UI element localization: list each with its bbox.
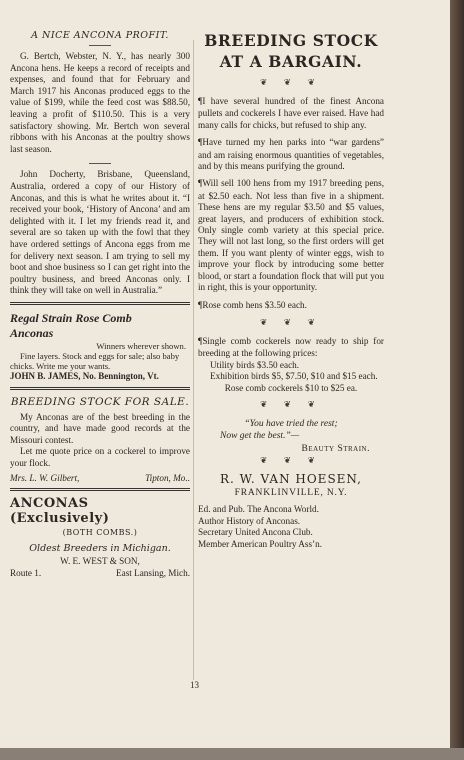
- regal-signature: JOHN B. JAMES, No. Bennington, Vt.: [10, 371, 159, 382]
- regal-description: Fine layers. Stock and eggs for sale; also baby chicks. Write me your wants.: [10, 351, 180, 372]
- credit-3: Secretary United Ancona Club.: [198, 527, 313, 538]
- strain-name: Beauty Strain.: [301, 443, 370, 454]
- bargain-para-5: ¶Single comb cockerels now ready to ship for breeding at the following prices:: [198, 335, 384, 359]
- bargain-para-2: ¶Have turned my hen parks into “war gardens” and am raising enormous quantities of vegetables, and by this means purifying the ground.: [198, 137, 384, 172]
- exclusive-firm: W. E. WEST & SON,: [60, 555, 140, 566]
- slogan-line1: “You have tried the rest;: [244, 418, 338, 429]
- exclusive-route: Route 1.: [10, 568, 42, 579]
- regal-title: Regal Strain Rose Comb: [10, 310, 132, 325]
- pilcrow-icon: ¶: [198, 336, 203, 347]
- price-list: [210, 360, 384, 383]
- bargain-para-1: ¶I have several hundred of the finest Ancona pullets and cockerels I have ever raised. Have had many calls for chicks, but refused to ship any.: [198, 96, 384, 130]
- regal-winners: Winners wherever shown.: [96, 340, 186, 351]
- column-divider: [193, 40, 194, 680]
- breeder-town: FRANKLINVILLE, N.Y.: [234, 487, 348, 498]
- breeder-town: Tipton, Mo..: [145, 472, 190, 483]
- short-rule: [89, 163, 111, 164]
- exclusive-subtitle: (BOTH COMBS.): [62, 527, 138, 537]
- pilcrow-icon: ¶: [198, 179, 203, 190]
- book-edge: [450, 0, 464, 760]
- slogan-line2: Now get the best.”—: [220, 430, 300, 441]
- profit-paragraph: G. Bertch, Webster, N. Y., has nearly 300 Ancona hens. He keeps a record of receipts and expenses, and found that for February and March 1917 his Anconas produced eggs to the value of $199, while the feed cost was $88.50, leaving a profit of $110.50. This is a very satisfactory showing. Mr. Bertch won several ribbons with his Anconas at the poultry shows last season.: [10, 51, 190, 154]
- section-divider: [10, 488, 190, 491]
- ornament: ❦ ❦ ❦: [260, 399, 322, 410]
- section-divider: [10, 387, 190, 390]
- page-number: 13: [190, 680, 199, 690]
- exclusive-town: East Lansing, Mich.: [116, 568, 190, 579]
- breeding-sale-para2: Let me quote price on a cockerel to improve your flock.: [10, 446, 190, 469]
- pilcrow-icon: ¶: [198, 300, 203, 311]
- breeder-name: Mrs. L. W. Gilbert,: [10, 472, 80, 483]
- exclusive-oldest: Oldest Breeders in Michigan.: [29, 542, 171, 554]
- ornament: ❦ ❦ ❦: [260, 455, 322, 466]
- ornament: ❦ ❦ ❦: [260, 317, 322, 328]
- credit-1: Ed. and Pub. The Ancona World.: [198, 503, 319, 514]
- price-rose-cockerels: Rose comb cockerels $10 to $25 ea.: [224, 382, 358, 393]
- breeder-signature: R. W. VAN HOESEN,: [220, 471, 362, 486]
- price-exhibition: Exhibition birds $5, $7.50, $10 and $15 each.: [210, 371, 378, 382]
- price-utility: Utility birds $3.50 each.: [210, 359, 300, 370]
- pilcrow-icon: ¶: [198, 138, 203, 149]
- pilcrow-icon: ¶: [198, 97, 203, 107]
- breeding-sale-para1: My Anconas are of the best breeding in the country, and have made good records at the Missouri contest.: [10, 411, 190, 445]
- docherty-paragraph: John Docherty, Brisbane, Queensland, Australia, ordered a copy of our History of Anconas, and this is what he writes about it. “I received your book, ‘History of Ancona’ and am delighted with it. I let my friends read it, and several are so taken up with the fowl that they have ordered settings of Ancona eggs from me for delivery next season. I am trying to sell my boot and shoe business so I can get right into the poultry business, and breed Anconas only. I think they will take on well in Australia.”: [10, 169, 190, 296]
- left-column: [10, 30, 190, 578]
- short-rule: [89, 45, 111, 46]
- book-bottom-edge: [0, 748, 464, 760]
- credit-2: Author History of Anconas.: [198, 515, 301, 526]
- right-column: [198, 30, 384, 550]
- breeding-sale-title: BREEDING STOCK FOR SALE.: [10, 395, 190, 408]
- bargain-para-4: ¶Rose comb hens $3.50 each.: [198, 299, 307, 311]
- ornament: ❦ ❦ ❦: [260, 78, 322, 88]
- regal-subtitle: Anconas: [10, 325, 54, 340]
- bargain-para-3: ¶Will sell 100 hens from my 1917 breeding pens, at $2.50 each. Not less than five in a shipment. These hens are my regular $3.50 and $5 values, great layers, and producers of exhibition stock. Only single comb variety at this special price. They will not last long, so the first orders will get them. If you want plenty of winter eggs, wish to improve your flock by introducing some better blood, or start a foundation flock that will put you in right, this is your opportunity.: [198, 178, 384, 293]
- bargain-title-line1: BREEDING STOCK: [204, 31, 378, 50]
- profit-title: A NICE ANCONA PROFIT.: [31, 30, 169, 41]
- breeding-sale-signature: [10, 473, 190, 483]
- bargain-title-line2: AT A BARGAIN.: [219, 52, 363, 71]
- credit-4: Member American Poultry Ass’n.: [198, 538, 323, 549]
- section-divider: [10, 302, 190, 305]
- exclusive-address: [10, 568, 190, 578]
- exclusive-title: ANCONAS (Exclusively): [10, 495, 110, 526]
